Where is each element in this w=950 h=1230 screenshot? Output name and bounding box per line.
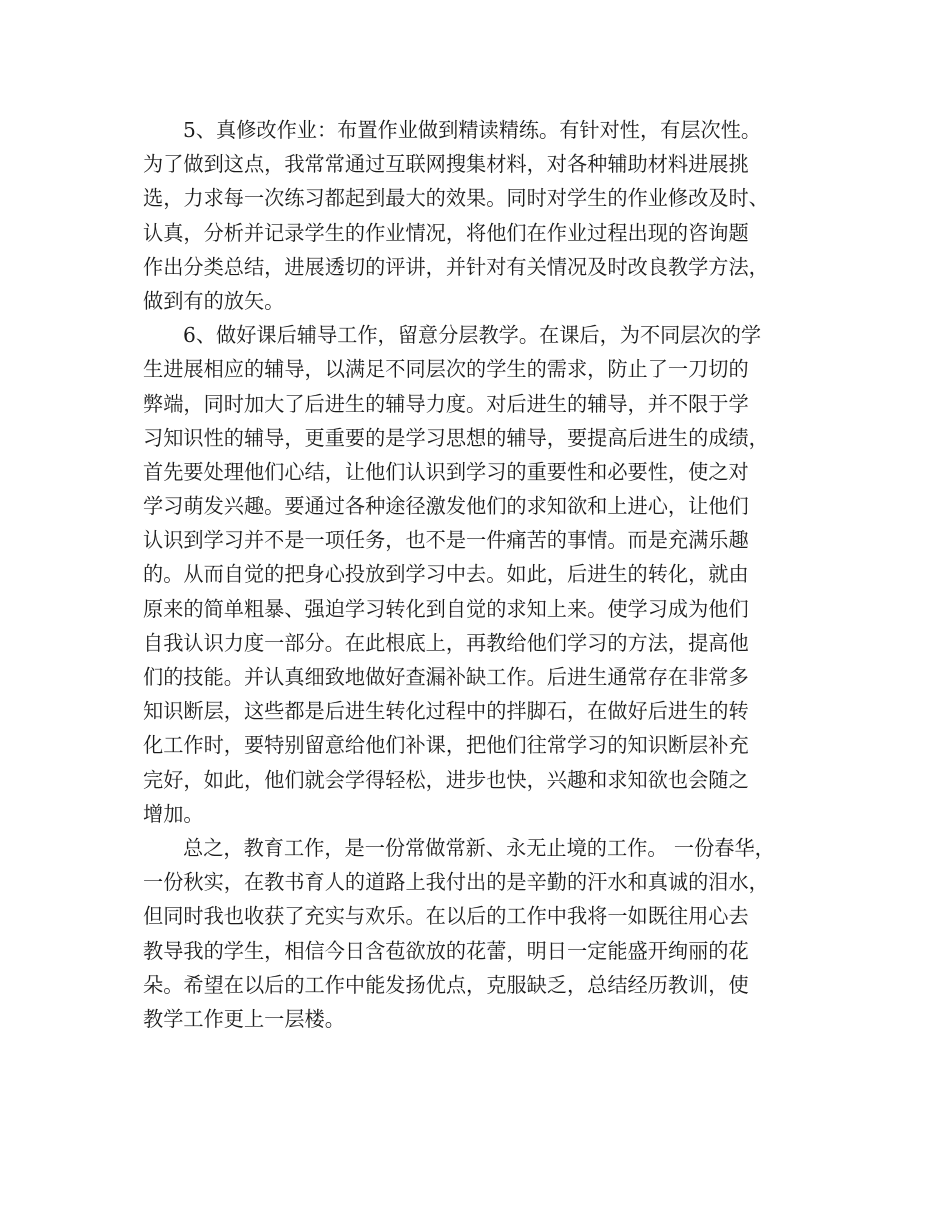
summary-line-5: 朵。希望在以后的工作中能发扬优点，克服缺乏，总结经历教训，使 — [143, 972, 749, 997]
paragraph-6-line-8: 的。从而自觉的把身心投放到学习中去。如此，后进生的转化，就由 — [143, 562, 749, 587]
paragraph-6-line-1: 6、做好课后辅导工作，留意分层教学。在课后，为不同层次的学 — [183, 323, 762, 348]
paragraph-6-line-14: 完好，如此，他们就会学得轻松，进步也快，兴趣和求知欲也会随之 — [143, 767, 749, 792]
paragraph-5-line-1: 5、真修改作业：布置作业做到精读精练。有针对性，有层次性。 — [183, 118, 762, 142]
summary-line-2: 一份秋实，在教书育人的道路上我付出的是辛勤的汗水和真诚的泪水， — [143, 870, 769, 895]
summary-line-1: 总之，教育工作，是一份常做常新、永无止境的工作。 一份春华， — [183, 835, 775, 860]
paragraph-6-line-11: 们的技能。并认真细致地做好查漏补缺工作。后进生通常存在非常多 — [143, 665, 749, 689]
paragraph-6-line-13: 化工作时，要特别留意给他们补课，把他们往常学习的知识断层补充 — [143, 733, 749, 758]
paragraph-6-line-6: 学习萌发兴趣。要通过各种途径激发他们的求知欲和上进心，让他们 — [143, 494, 749, 519]
paragraph-6-line-2: 生进展相应的辅导，以满足不同层次的学生的需求，防止了一刀切的 — [143, 357, 749, 382]
paragraph-6-line-3: 弊端，同时加大了后进生的辅导力度。对后进生的辅导，并不限于学 — [143, 391, 749, 416]
paragraph-6-line-5: 首先要处理他们心结，让他们认识到学习的重要性和必要性，使之对 — [143, 459, 749, 484]
paragraph-5-line-6: 做到有的放矢。 — [143, 288, 285, 313]
summary-line-4: 教导我的学生，相信今日含苞欲放的花蕾，明日一定能盛开绚丽的花 — [143, 938, 749, 963]
summary-line-3: 但同时我也收获了充实与欢乐。在以后的工作中我将一如既往用心去 — [143, 904, 749, 929]
paragraph-5-line-3: 选，力求每一次练习都起到最大的效果。同时对学生的作业修改及时、 — [143, 186, 769, 211]
paragraph-6-line-4: 习知识性的辅导，更重要的是学习思想的辅导，要提高后进生的成绩， — [143, 425, 769, 450]
paragraph-6-line-15: 增加。 — [143, 801, 204, 826]
paragraph-5-line-5: 作出分类总结，进展透切的评讲，并针对有关情况及时改良教学方法， — [143, 254, 769, 279]
paragraph-6-line-7: 认识到学习并不是一项任务，也不是一件痛苦的事情。而是充满乐趣 — [143, 528, 749, 553]
paragraph-6-line-9: 原来的简单粗暴、强迫学习转化到自觉的求知上来。使学习成为他们 — [143, 596, 749, 621]
paragraph-5-line-2: 为了做到这点，我常常通过互联网搜集材料，对各种辅助材料进展挑 — [143, 152, 749, 177]
paragraph-5-line-4: 认真，分析并记录学生的作业情况，将他们在作业过程出现的咨询题 — [143, 220, 749, 245]
paragraph-6-line-10: 自我认识力度一部分。在此根底上，再教给他们学习的方法，提高他 — [143, 630, 749, 655]
document-body — [143, 113, 833, 1036]
paragraph-6-line-12: 知识断层，这些都是后进生转化过程中的拌脚石，在做好后进生的转 — [143, 699, 749, 724]
summary-line-6: 教学工作更上一层楼。 — [143, 1006, 345, 1031]
